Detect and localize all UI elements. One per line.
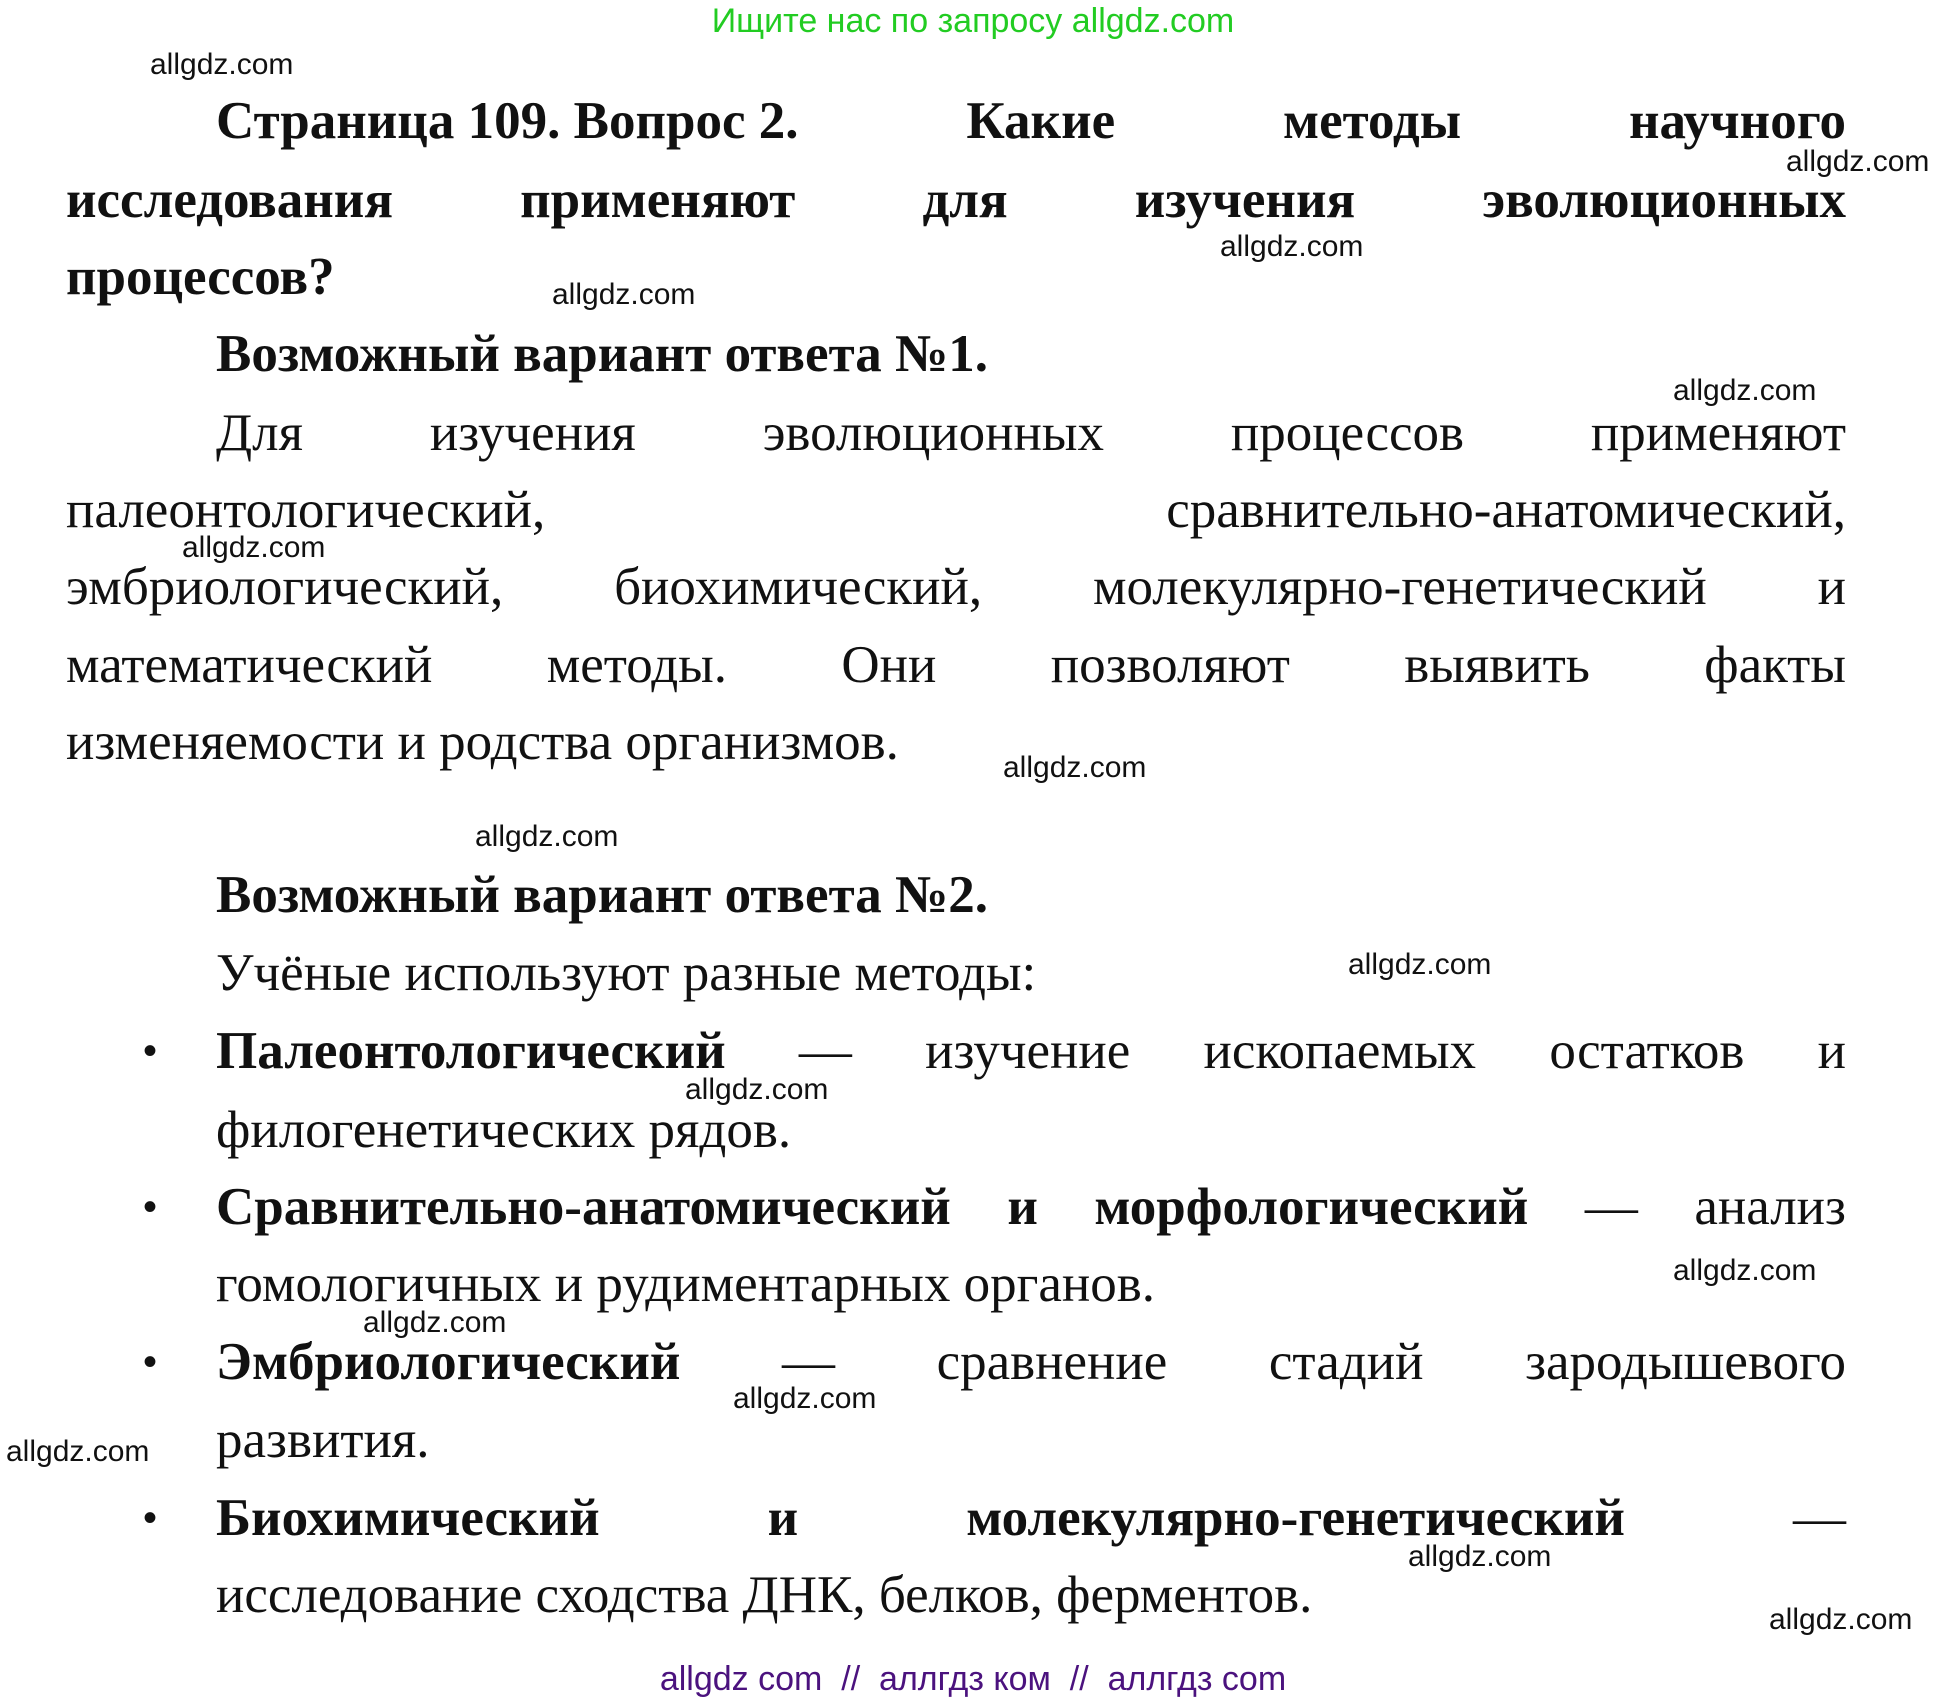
word: вариант <box>513 325 712 383</box>
word: эволюционных <box>762 404 1105 462</box>
watermark-text: allgdz.com <box>1348 948 1492 981</box>
word: сходства <box>535 1566 730 1624</box>
bullet-icon: • <box>143 1029 158 1073</box>
watermark-text: allgdz.com <box>182 531 326 564</box>
text-line <box>216 934 1846 1012</box>
word: №1. <box>895 325 989 383</box>
word: и <box>1817 1022 1846 1080</box>
word: гомологичных <box>216 1255 542 1313</box>
word: рядов. <box>648 1101 792 1159</box>
text-line <box>66 626 1846 704</box>
text-line <box>66 471 1846 549</box>
text-line <box>66 548 1846 626</box>
word: разные <box>682 944 842 1002</box>
word: ответа <box>724 866 882 924</box>
bullet-icon: • <box>143 1185 158 1229</box>
word: Биохимический <box>216 1489 600 1547</box>
word: изучение <box>925 1022 1131 1080</box>
watermark-text: allgdz.com <box>1786 145 1930 178</box>
watermark-text: allgdz.com <box>1769 1603 1913 1636</box>
word: методы. <box>546 636 728 694</box>
bullet-icon: • <box>143 1496 158 1540</box>
word: филогенетических <box>216 1101 636 1159</box>
word: Возможный <box>216 866 500 924</box>
word: Сравнительно-анатомический <box>216 1178 951 1236</box>
word: и <box>1007 1178 1038 1236</box>
word: белков, <box>878 1566 1043 1624</box>
word: — <box>1792 1489 1846 1547</box>
word: ответа <box>724 325 882 383</box>
word: анализ <box>1694 1178 1846 1236</box>
watermark-text: allgdz.com <box>1003 751 1147 784</box>
watermark-text: allgdz.com <box>1408 1540 1552 1573</box>
word: организмов. <box>625 713 899 771</box>
word: изменяемости <box>66 713 385 771</box>
word: Эмбриологический <box>216 1333 681 1391</box>
watermark-text: allgdz.com <box>733 1382 877 1415</box>
word: морфологический <box>1094 1178 1529 1236</box>
word: молекулярно-генетический <box>1092 558 1707 616</box>
text-line <box>216 394 1846 472</box>
word: процессов <box>1230 404 1465 462</box>
text-line <box>66 703 1846 781</box>
word: родства <box>439 713 613 771</box>
watermark-text: allgdz.com <box>6 1435 150 1468</box>
word: — <box>798 1022 852 1080</box>
heading-line <box>66 238 1846 316</box>
word: научного <box>1628 92 1846 150</box>
watermark-text: allgdz.com <box>363 1306 507 1339</box>
word: и <box>397 713 426 771</box>
word: исследование <box>216 1566 523 1624</box>
word: и <box>1817 558 1846 616</box>
footer-banner: allgdz com // аллгдз ком // аллгдз com <box>659 1660 1287 1698</box>
word: математический <box>66 636 433 694</box>
word: ферментов. <box>1056 1566 1313 1624</box>
watermark-text: allgdz.com <box>475 820 619 853</box>
heading-line <box>216 856 1846 934</box>
watermark-text: allgdz.com <box>685 1073 829 1106</box>
heading-line <box>66 161 1846 239</box>
word: факты <box>1704 636 1846 694</box>
heading-line <box>216 315 1846 393</box>
text-line <box>216 1012 1846 1090</box>
word: и <box>554 1255 584 1313</box>
word: палеонтологический, <box>66 481 546 539</box>
word: изучения <box>429 404 636 462</box>
word: — <box>782 1333 835 1391</box>
word: позволяют <box>1050 636 1290 694</box>
word: применяют <box>520 171 796 229</box>
word: стадий <box>1268 1333 1424 1391</box>
word: рудиментарных <box>596 1255 951 1313</box>
watermark-text: allgdz.com <box>1220 230 1364 263</box>
word: биохимический, <box>614 558 983 616</box>
word: Страница 109. Вопрос 2. <box>216 92 799 150</box>
word: используют <box>404 944 670 1002</box>
word: методы <box>1282 92 1462 150</box>
watermark-text: allgdz.com <box>1673 374 1817 407</box>
watermark-text: allgdz.com <box>552 278 696 311</box>
watermark-text: allgdz.com <box>150 48 294 81</box>
word: органов. <box>963 1255 1155 1313</box>
word: методы: <box>854 944 1037 1002</box>
word: молекулярно-генетический <box>966 1489 1625 1547</box>
search-promo-banner: Ищите нас по запросу allgdz.com <box>711 2 1235 40</box>
word: вариант <box>513 866 712 924</box>
word: Для <box>216 404 303 462</box>
word: для <box>922 171 1008 229</box>
word: изучения <box>1134 171 1356 229</box>
word: Возможный <box>216 325 500 383</box>
text-line <box>216 1091 1846 1169</box>
word: эмбриологический, <box>66 558 504 616</box>
text-line <box>216 1168 1846 1246</box>
word: сравнительно-анатомический, <box>1166 481 1846 539</box>
word: Они <box>841 636 937 694</box>
word: и <box>767 1489 799 1547</box>
heading-line <box>216 82 1846 160</box>
word: исследования <box>66 171 394 229</box>
word: №2. <box>895 866 989 924</box>
word: остатков <box>1549 1022 1745 1080</box>
bullet-icon: • <box>143 1340 158 1384</box>
word: Палеонтологический <box>216 1022 726 1080</box>
word: сравнение <box>936 1333 1168 1391</box>
text-line <box>216 1479 1846 1557</box>
text-line <box>216 1401 1846 1479</box>
word: ДНК, <box>742 1566 866 1624</box>
word: эволюционных <box>1482 171 1846 229</box>
text-line <box>216 1556 1846 1634</box>
word: Какие <box>966 92 1116 150</box>
word: развития. <box>216 1411 430 1469</box>
word: Учёные <box>216 944 392 1002</box>
word: выявить <box>1404 636 1590 694</box>
word: — <box>1584 1178 1638 1236</box>
word: процессов? <box>66 248 335 306</box>
word: зародышевого <box>1525 1333 1846 1391</box>
word: ископаемых <box>1203 1022 1477 1080</box>
word: применяют <box>1590 404 1846 462</box>
watermark-text: allgdz.com <box>1673 1254 1817 1287</box>
